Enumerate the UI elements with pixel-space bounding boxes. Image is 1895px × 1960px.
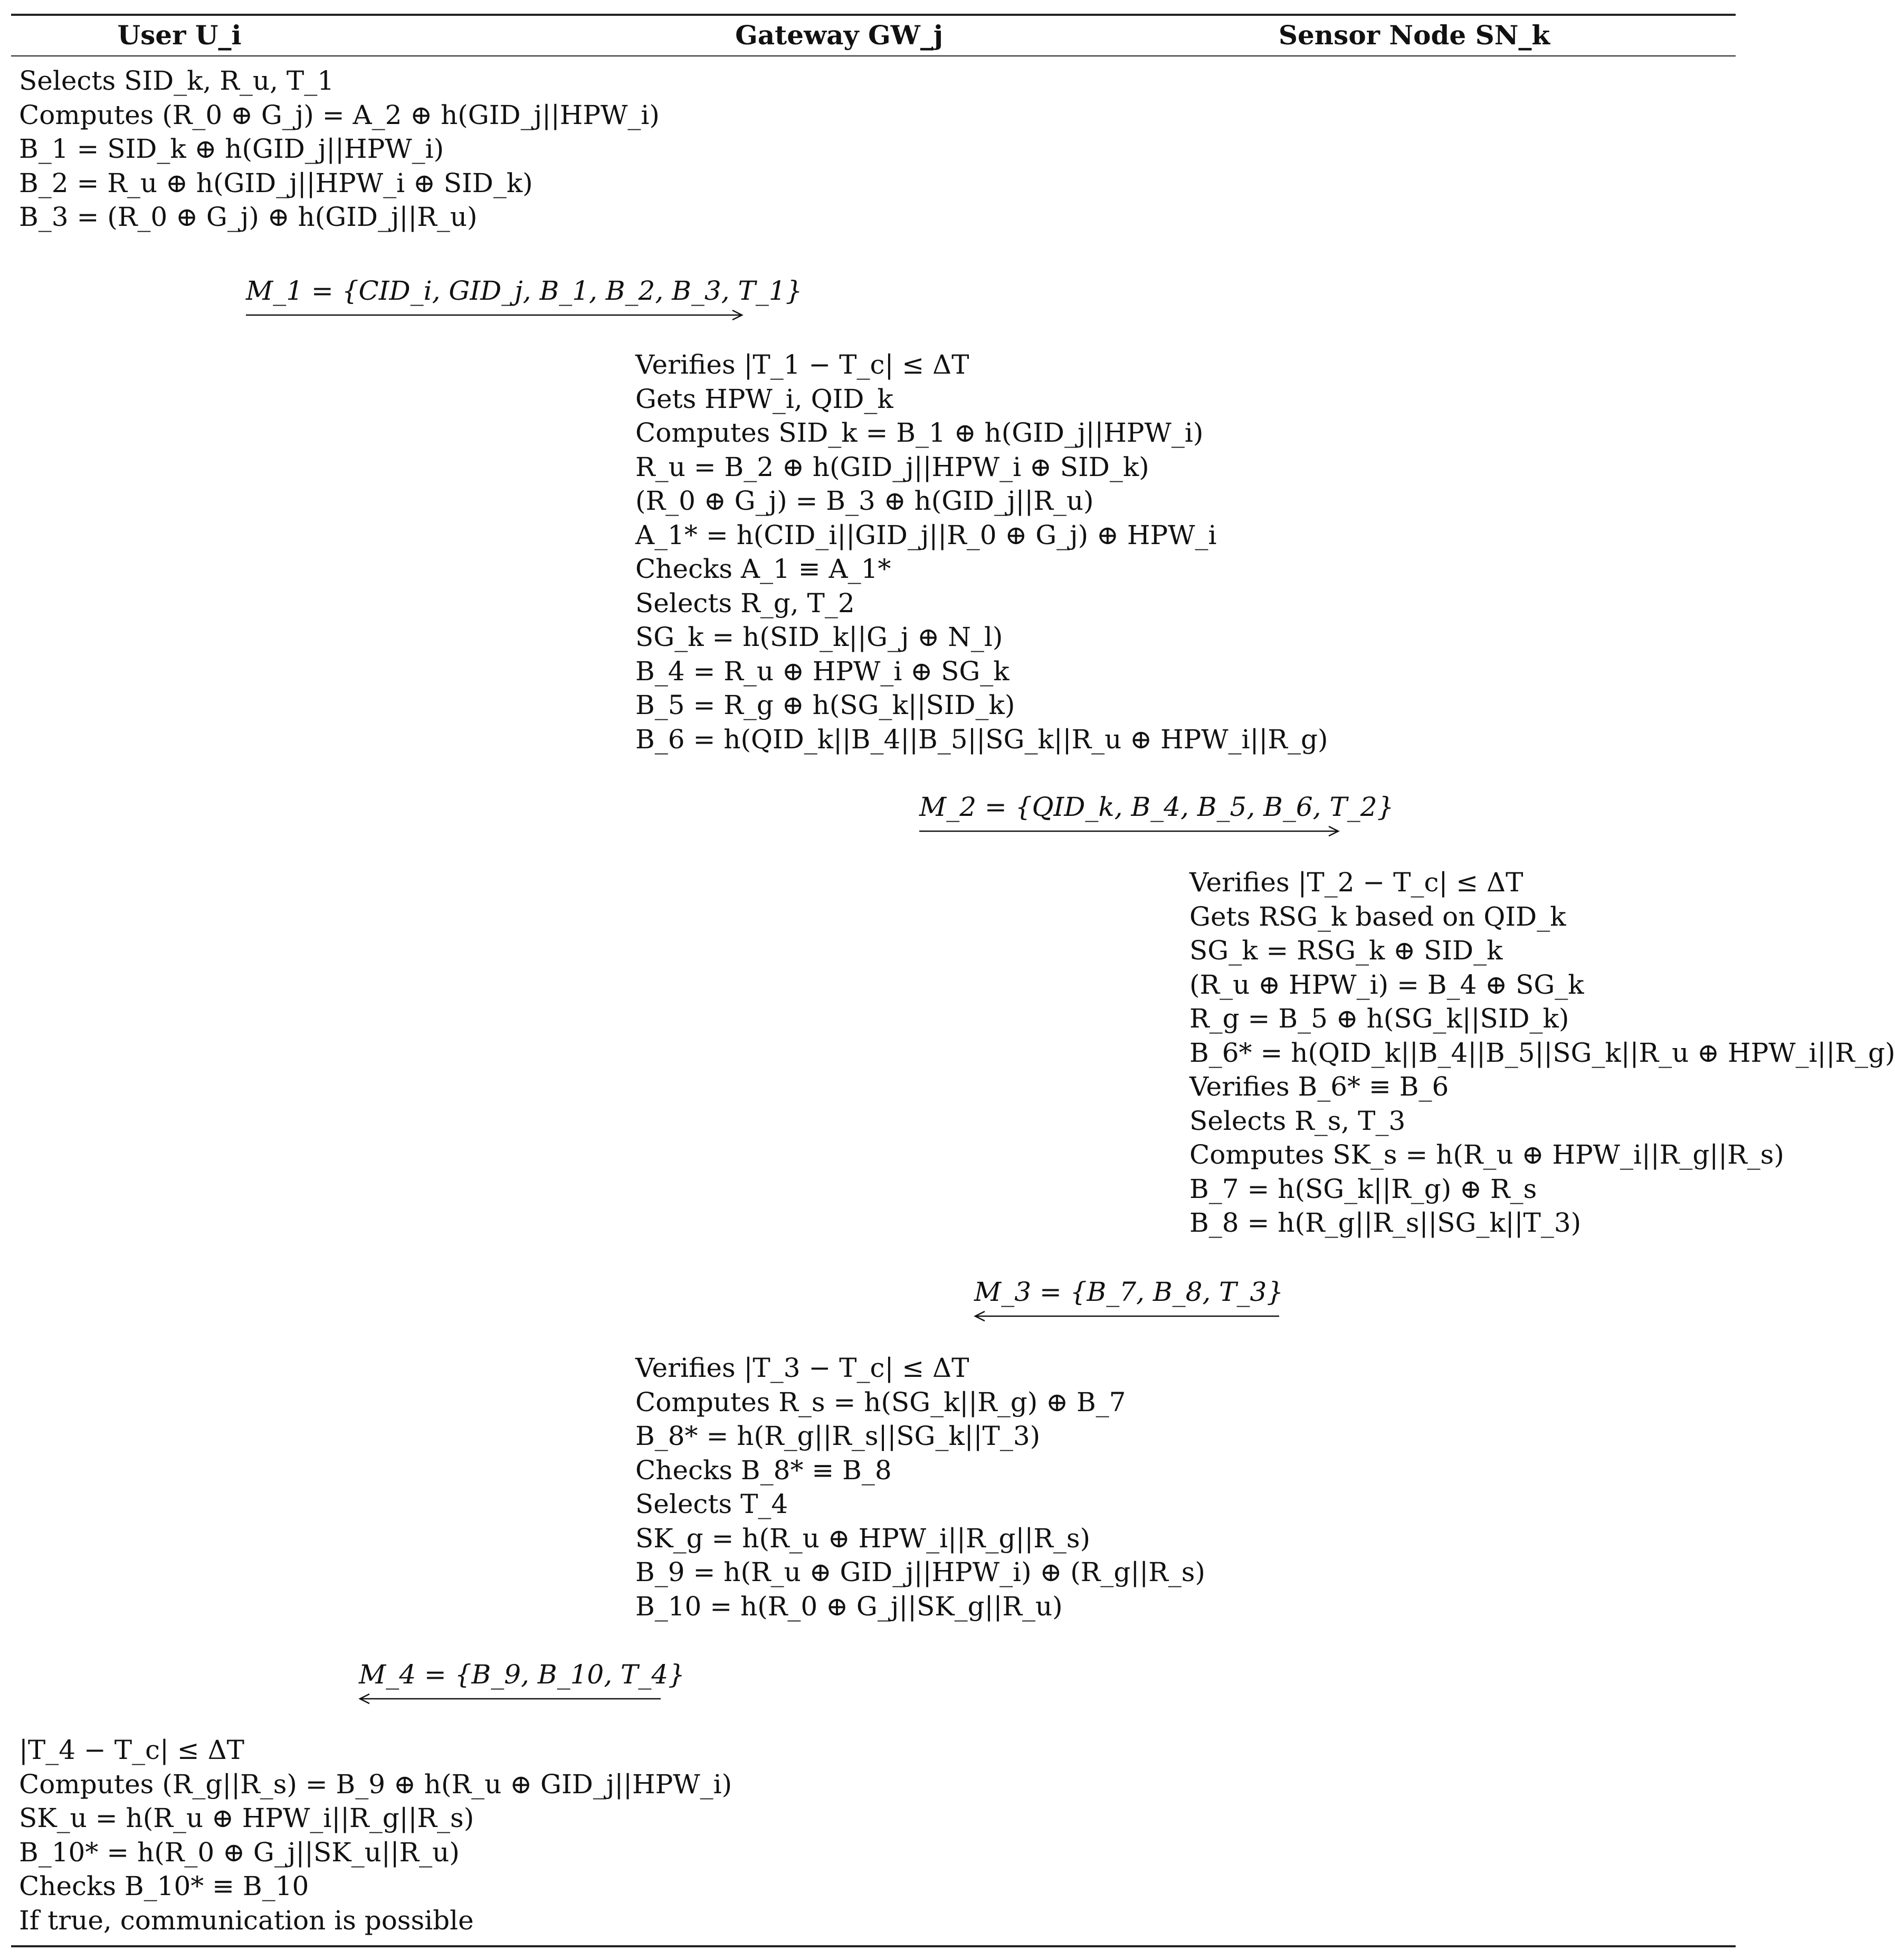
- gateway-step1-line: B_5 = R_g ⊕ h(SG_k||SID_k): [635, 690, 1015, 720]
- user-step1-line: Selects SID_k, R_u, T_1: [19, 65, 335, 96]
- gateway-step2-line: B_10 = h(R_0 ⊕ G_j||SK_g||R_u): [635, 1591, 1063, 1622]
- gateway-step1-line: R_u = B_2 ⊕ h(GID_j||HPW_i ⊕ SID_k): [635, 451, 1149, 482]
- gateway-step1-line: Gets HPW_i, QID_k: [635, 383, 893, 414]
- sensor-step-block: [1189, 865, 1895, 1240]
- gateway-step1-line: Computes SID_k = B_1 ⊕ h(GID_j||HPW_i): [635, 417, 1204, 448]
- message-m3-label: M_3 = {B_7, B_8, T_3}: [974, 1277, 1284, 1307]
- gateway-step2-line: SK_g = h(R_u ⊕ HPW_i||R_g||R_s): [635, 1523, 1091, 1554]
- sensor-step-line: Verifies |T_2 − T_c| ≤ ΔT: [1189, 867, 1523, 898]
- user-step1-block: [19, 64, 660, 234]
- gateway-step1-line: A_1* = h(CID_i||GID_j||R_0 ⊕ G_j) ⊕ HPW_i: [635, 519, 1217, 550]
- gateway-step1-block: [635, 348, 1328, 756]
- user-step2-line: B_10* = h(R_0 ⊕ G_j||SK_u||R_u): [19, 1837, 460, 1868]
- user-step1-line: B_2 = R_u ⊕ h(GID_j||HPW_i ⊕ SID_k): [19, 167, 533, 198]
- user-step1-line: B_1 = SID_k ⊕ h(GID_j||HPW_i): [19, 134, 444, 164]
- sensor-step-line: Gets RSG_k based on QID_k: [1189, 901, 1566, 932]
- user-step2-line: Checks B_10* ≡ B_10: [19, 1871, 309, 1901]
- message-m2: [919, 779, 1394, 832]
- gateway-step1-line: B_4 = R_u ⊕ HPW_i ⊕ SG_k: [635, 655, 1010, 687]
- message-m1-label: M_1 = {CID_i, GID_j, B_1, B_2, B_3, T_1}: [246, 275, 803, 306]
- header-rule: [11, 55, 1736, 56]
- gateway-step1-line: Selects R_g, T_2: [635, 587, 855, 619]
- user-step2-line: SK_u = h(R_u ⊕ HPW_i||R_g||R_s): [19, 1803, 474, 1833]
- header-sensor-node: Sensor Node SN_k: [1278, 20, 1550, 51]
- message-m3: [974, 1264, 1284, 1317]
- message-m1: [246, 263, 803, 316]
- user-step2-line: |T_4 − T_c| ≤ ΔT: [19, 1735, 245, 1765]
- gateway-step2-line: B_8* = h(R_g||R_s||SG_k||T_3): [635, 1421, 1041, 1451]
- arrow-right-icon: [919, 826, 1339, 836]
- bottom-rule: [11, 1945, 1736, 1947]
- message-m4-label: M_4 = {B_9, B_10, T_4}: [359, 1659, 685, 1690]
- gateway-step1-line: (R_0 ⊕ G_j) = B_3 ⊕ h(GID_j||R_u): [635, 486, 1094, 516]
- message-m2-label: M_2 = {QID_k, B_4, B_5, B_6, T_2}: [919, 792, 1394, 822]
- arrow-left-icon: [974, 1311, 1279, 1321]
- sensor-step-line: R_g = B_5 ⊕ h(SG_k||SID_k): [1189, 1003, 1569, 1034]
- sensor-step-line: Computes SK_s = h(R_u ⊕ HPW_i||R_g||R_s): [1189, 1139, 1784, 1170]
- arrow-left-icon: [359, 1693, 661, 1704]
- gateway-step1-line: Verifies |T_1 − T_c| ≤ ΔT: [635, 349, 969, 380]
- sensor-step-line: SG_k = RSG_k ⊕ SID_k: [1189, 935, 1503, 966]
- user-step1-line: Computes (R_0 ⊕ G_j) = A_2 ⊕ h(GID_j||HPW_i): [19, 99, 660, 130]
- user-step1-line: B_3 = (R_0 ⊕ G_j) ⊕ h(GID_j||R_u): [19, 202, 478, 232]
- user-step2-block: [19, 1733, 732, 1937]
- gateway-step2-block: [635, 1351, 1205, 1623]
- gateway-step2-line: Verifies |T_3 − T_c| ≤ ΔT: [635, 1353, 969, 1383]
- gateway-step2-line: Selects T_4: [635, 1489, 788, 1519]
- sensor-step-line: B_8 = h(R_g||R_s||SG_k||T_3): [1189, 1207, 1582, 1238]
- gateway-step2-line: Checks B_8* ≡ B_8: [635, 1454, 892, 1486]
- gateway-step1-line: SG_k = h(SID_k||G_j ⊕ N_l): [635, 622, 1003, 652]
- gateway-step1-line: Checks A_1 ≡ A_1*: [635, 554, 891, 584]
- gateway-step2-line: B_9 = h(R_u ⊕ GID_j||HPW_i) ⊕ (R_g||R_s): [635, 1557, 1205, 1587]
- sensor-step-line: Selects R_s, T_3: [1189, 1105, 1406, 1136]
- user-step2-line: Computes (R_g||R_s) = B_9 ⊕ h(R_u ⊕ GID_j||HPW_i): [19, 1768, 732, 1800]
- header-gateway: Gateway GW_j: [735, 20, 943, 51]
- user-step2-line: If true, communication is possible: [19, 1905, 474, 1936]
- arrow-right-icon: [246, 310, 743, 320]
- sensor-step-line: B_6* = h(QID_k||B_4||B_5||SG_k||R_u ⊕ HPW_i||R_g): [1189, 1037, 1895, 1068]
- header-user: User U_i: [117, 20, 242, 51]
- message-m4: [359, 1647, 685, 1699]
- gateway-step1-line: B_6 = h(QID_k||B_4||B_5||SG_k||R_u ⊕ HPW_i||R_g): [635, 724, 1328, 755]
- sensor-step-line: (R_u ⊕ HPW_i) = B_4 ⊕ SG_k: [1189, 969, 1584, 1000]
- sensor-step-line: Verifies B_6* ≡ B_6: [1189, 1071, 1449, 1102]
- sensor-step-line: B_7 = h(SG_k||R_g) ⊕ R_s: [1189, 1173, 1537, 1204]
- gateway-step2-line: Computes R_s = h(SG_k||R_g) ⊕ B_7: [635, 1386, 1126, 1417]
